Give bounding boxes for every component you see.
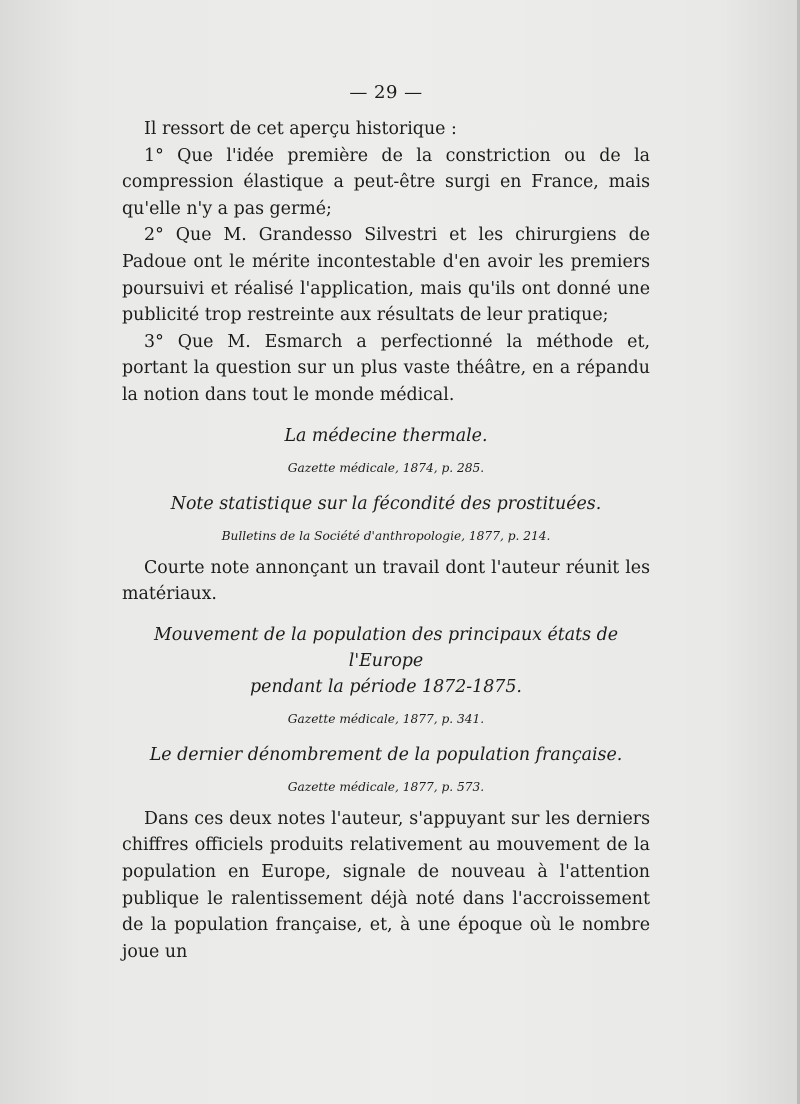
section-source-fecondite: Bulletins de la Société d'anthropologie, 1877, p. 214. — [221, 528, 551, 543]
section-body-fecondite: Courte note annonçant un travail dont l'auteur réunit les matériaux. — [122, 557, 650, 605]
section-title-denombrement: Le dernier dénombrement de la population française. — [149, 744, 623, 765]
point-2-paragraph: 2° Que M. Grandesso Silvestri et les chirurgiens de Padoue ont le mérite incontestable d'en avoir les premiers poursuivi et réalisé l'application, mais qu'ils ont donné une publicité trop restreinte aux résultats de leur pratique; — [122, 225, 650, 326]
section-title-medecine-thermale: La médecine thermale. — [284, 425, 488, 446]
section-source-medecine-thermale: Gazette médicale, 1874, p. 285. — [287, 460, 485, 475]
intro-paragraph: Il ressort de cet aperçu historique : — [144, 119, 457, 139]
section-source-denombrement: Gazette médicale, 1877, p. 573. — [287, 779, 485, 794]
section-title-fecondite: Note statistique sur la fécondité des prostituées. — [170, 493, 602, 514]
section-source-mouvement-population: Gazette médicale, 1877, p. 341. — [287, 711, 485, 726]
point-3-paragraph: 3° Que M. Esmarch a perfectionné la méthode et, portant la question sur un plus vaste théâtre, en a répandu la notion dans tout le monde médical. — [122, 331, 650, 405]
section-title-mouvement-line-1: Mouvement de la population des principaux états de l'Europe — [153, 624, 619, 671]
section-body-denombrement: Dans ces deux notes l'auteur, s'appuyant sur les derniers chiffres officiels produits relativement au mouvement de la population en Europe, signale de nouveau à l'attention publique le ralentissement déjà noté dans l'accroissement de la population française, et, à une époque où le nombre joue un — [122, 808, 650, 962]
point-1-paragraph: 1° Que l'idée première de la constriction ou de la compression élastique a peut-être surgi en France, mais qu'elle n'y a pas germé; — [122, 145, 650, 219]
page-number: — 29 — — [349, 82, 423, 103]
section-title-mouvement-line-2: pendant la période 1872-1875. — [250, 676, 522, 697]
page-content — [122, 82, 650, 965]
section-title-mouvement-population — [122, 622, 650, 700]
